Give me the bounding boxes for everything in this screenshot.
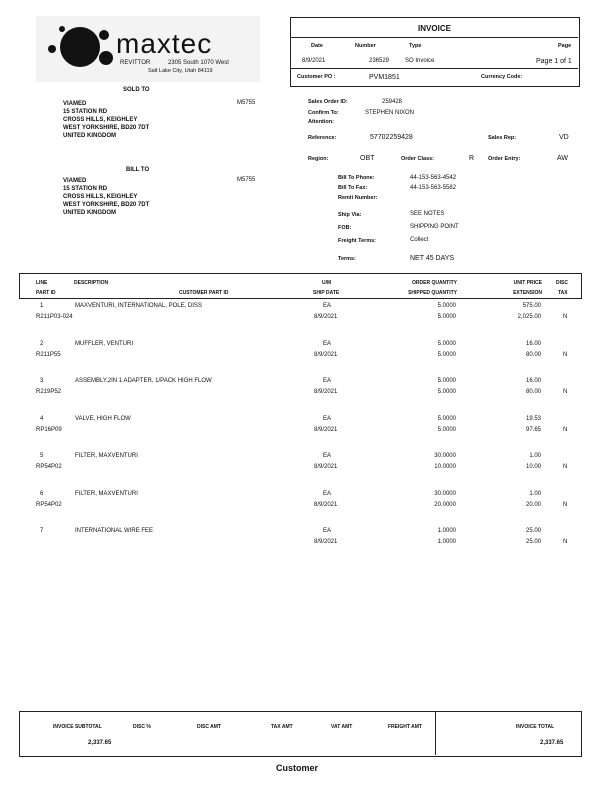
freight-label: Freight Terms: [338,238,377,244]
item-shipped-qty: 1.0000 [437,539,456,545]
item-extension: 10.00 [525,464,541,470]
remit-label: Remit Number: [338,195,378,201]
invoice-header-box [290,17,580,87]
item-extension: 80.00 [525,389,541,395]
ship-via-label: Ship Via: [338,212,362,218]
invoice-page: Page 1 of 1 [536,58,572,65]
item-unit-price: 1.00 [529,491,541,497]
company-address-2: Salt Lake City, Utah 84119 [148,68,213,74]
item-extension: 25.00 [525,539,541,545]
reference-label: Reference: [308,135,337,141]
col-shipped-qty: SHIPPED QUANTITY [408,290,457,296]
item-shipped-qty: 5.0000 [437,389,456,395]
item-description: MAXVENTURI, INTERNATIONAL, POLE, DISS [75,303,202,309]
item-description: ASSEMBLY,2IN 1 ADAPTER, 1/PACK HIGH FLOW [75,378,212,384]
item-description: FILTER, MAXVENTURI [75,491,138,497]
item-unit-price: 19.53 [525,416,541,422]
order-entry-value: AW [557,155,569,162]
col-ship-date: SHIP DATE [313,290,340,296]
item-unit-price: 575.00 [522,303,541,309]
item-tax: N [563,314,568,320]
item-order-qty: 5.0000 [437,303,456,309]
confirm-to-value: STEPHEN NIXON [365,110,415,116]
sales-rep-value: VD [559,134,569,141]
item-tax: N [563,464,568,470]
item-um: EA [323,416,332,422]
col-customer-part: CUSTOMER PART ID [179,290,229,296]
item-description: INTERNATIONAL WIRE FEE [75,528,154,534]
item-um: EA [323,378,332,384]
ship-via-value: SEE NOTES [410,211,445,217]
item-line-number: 4 [40,416,44,422]
fob-label: FOB: [338,225,352,231]
disc-amt-label: DISC AMT [197,724,221,730]
bill-to-code: M5755 [237,177,256,183]
invoice-number: 236529 [369,58,390,64]
item-ship-date: 8/9/2021 [314,314,338,320]
col-order-qty: ORDER QUANTITY [412,280,457,286]
item-shipped-qty: 20.0000 [434,502,456,508]
invoice-type: SO Invoice [405,58,435,64]
item-ship-date: 8/9/2021 [314,539,338,545]
item-line-number: 2 [40,341,44,347]
order-class-value: R [469,155,475,162]
item-order-qty: 5.0000 [437,378,456,384]
number-label: Number [355,43,376,49]
col-unit-price: UNIT PRICE [513,280,542,286]
item-tax: N [563,389,568,395]
item-shipped-qty: 10.0000 [434,464,456,470]
item-ship-date: 8/9/2021 [314,352,338,358]
reference-value: 57702259428 [370,134,413,141]
invoice-title: INVOICE [418,24,451,33]
invoice-date: 8/9/2021 [302,58,326,64]
attention-label: Attention: [308,119,334,125]
item-extension: 80.00 [525,352,541,358]
item-part-id: RP54P02 [36,502,62,508]
col-part-id: PART ID [36,290,56,296]
currency-code-label: Currency Code: [481,74,523,80]
item-line-number: 1 [40,303,44,309]
sales-order-value: 259428 [382,99,403,105]
item-line-number: 6 [40,491,44,497]
col-line: LINE [36,280,48,286]
item-unit-price: 1.00 [529,453,541,459]
terms-value: NET 45 DAYS [410,255,455,262]
freight-amt-label: FREIGHT AMT [388,724,422,730]
item-line-number: 7 [40,528,44,534]
sold-to-address: VIAMED 15 STATION RD CROSS HILLS, KEIGHLEY WEST YORKSHIRE, BD20 7DT UNITED KINGDOM [63,101,150,139]
item-description: VALVE, HIGH FLOW [75,416,131,422]
bill-phone-label: Bill To Phone: [338,175,375,181]
item-line-number: 3 [40,378,44,384]
item-um: EA [323,341,332,347]
item-tax: N [563,502,568,508]
company-address-1: 2305 South 1070 West [168,60,229,66]
revittor-text: REVITTOR [120,60,151,66]
bill-phone-value: 44-153-563-4542 [410,175,457,181]
order-class-label: Order Class: [401,156,435,162]
region-label: Region: [308,156,329,162]
col-description: DESCRIPTION [74,280,109,286]
item-um: EA [323,528,332,534]
item-tax: N [563,427,568,433]
item-um: EA [323,453,332,459]
col-um: U/M [322,280,332,286]
item-extension: 97.65 [525,427,541,433]
fob-value: SHIPPING POINT [410,224,459,230]
line-items-header [19,273,582,299]
item-order-qty: 30.0000 [434,491,456,497]
invoice-total-label: INVOICE TOTAL [516,724,555,730]
customer-po: PVM1851 [369,74,400,81]
bill-fax-value: 44-153-563-5582 [410,185,457,191]
confirm-to-label: Confirm To: [308,110,339,116]
item-part-id: RP54P02 [36,464,62,470]
col-extension: EXTENSION [513,290,542,296]
item-order-qty: 5.0000 [437,341,456,347]
bill-to-address: VIAMED 15 STATION RD CROSS HILLS, KEIGHLEY WEST YORKSHIRE, BD20 7DT UNITED KINGDOM [63,178,150,216]
item-shipped-qty: 5.0000 [437,314,456,320]
item-extension: 20.00 [525,502,541,508]
item-part-id: RP16P09 [36,427,62,433]
company-name: maxtec [116,28,213,59]
item-order-qty: 30.0000 [434,453,456,459]
item-line-number: 5 [40,453,44,459]
item-extension: 2,025.00 [517,314,541,320]
item-part-id: R219P52 [36,389,62,395]
invoice-total-value: 2,337.65 [540,740,564,746]
item-description: FILTER, MAXVENTURI [75,453,138,459]
item-shipped-qty: 5.0000 [437,427,456,433]
item-order-qty: 1.0000 [437,528,456,534]
item-tax: N [563,352,568,358]
item-tax: N [563,539,568,545]
item-unit-price: 16.00 [525,378,541,384]
subtotal-value: 2,337.65 [88,740,112,746]
type-label: Type [409,43,422,49]
subtotal-label: INVOICE SUBTOTAL [53,724,102,730]
item-um: EA [323,303,332,309]
date-label: Date [311,43,323,49]
item-ship-date: 8/9/2021 [314,464,338,470]
tax-amt-label: TAX AMT [271,724,293,730]
item-unit-price: 25.00 [525,528,541,534]
order-entry-label: Order Entry: [488,156,521,162]
region-value: OBT [360,155,375,162]
item-order-qty: 5.0000 [437,416,456,422]
disc-pct-label: DISC % [133,724,151,730]
vat-amt-label: VAT AMT [331,724,353,730]
item-um: EA [323,491,332,497]
bill-to-heading: BILL TO [126,167,150,173]
item-shipped-qty: 5.0000 [437,352,456,358]
customer-po-label: Customer PO : [297,74,336,80]
sales-rep-label: Sales Rep: [488,135,517,141]
terms-label: Terms: [338,256,356,262]
sold-to-code: M5755 [237,100,256,106]
item-part-id: R211P55 [36,352,61,358]
freight-value: Collect [410,237,429,243]
col-tax: TAX [558,290,568,296]
footer-copy-label: Customer [275,763,318,773]
item-ship-date: 8/9/2021 [314,502,338,508]
col-disc: DISC [556,280,568,286]
item-ship-date: 8/9/2021 [314,389,338,395]
company-logo [36,16,260,82]
page-label: Page [558,43,572,49]
totals-box [19,711,582,757]
bill-fax-label: Bill To Fax: [338,185,368,191]
item-description: MUFFLER, VENTURI [75,341,134,347]
sold-to-heading: SOLD TO [123,87,150,93]
sales-order-label: Sales Order ID: [308,99,348,105]
item-part-id: R211P03-024 [36,314,73,320]
item-unit-price: 16.00 [525,341,541,347]
item-ship-date: 8/9/2021 [314,427,338,433]
